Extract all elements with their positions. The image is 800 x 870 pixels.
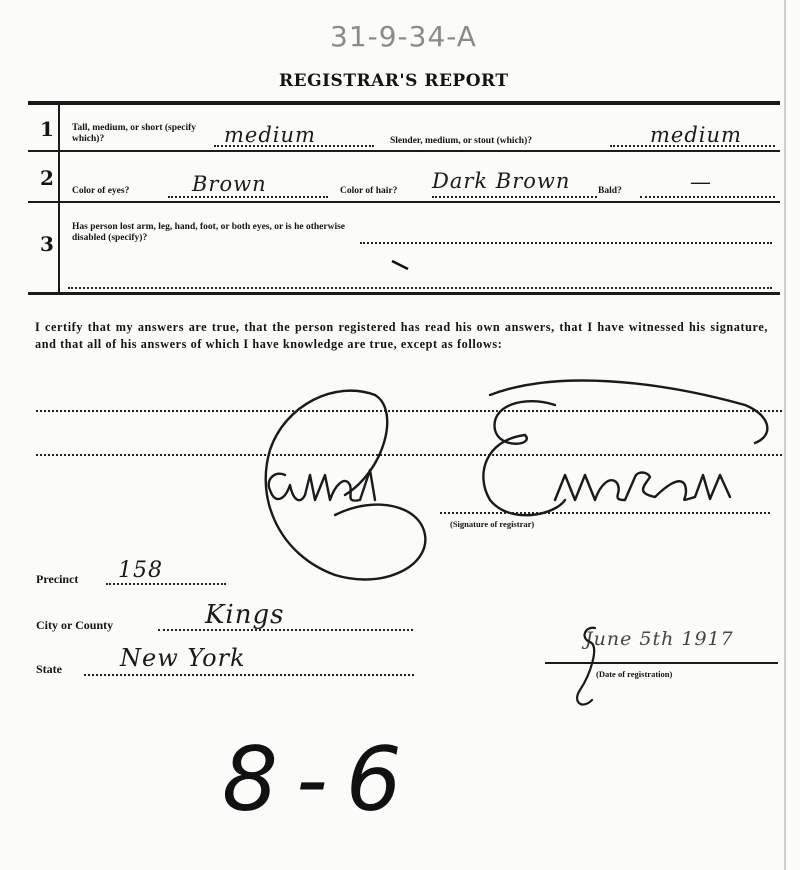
build-question: Slender, medium, or stout (which)? — [390, 136, 532, 146]
bald-line — [640, 196, 775, 198]
scan-edge — [784, 0, 786, 870]
bald-answer: — — [690, 170, 712, 194]
build-answer: medium — [650, 123, 742, 147]
state-value: New York — [120, 644, 246, 672]
pen-mark — [390, 258, 412, 272]
date-caption: (Date of registration) — [596, 669, 673, 679]
page-title: REGISTRAR'S REPORT — [279, 71, 509, 91]
state-label: State — [36, 662, 62, 676]
hair-color-answer: Dark Brown — [432, 169, 571, 193]
date-flourish — [560, 620, 620, 715]
row-number-1: 1 — [40, 117, 54, 141]
row-number-3: 3 — [40, 232, 54, 256]
bald-question: Bald? — [598, 186, 622, 196]
city-county-line — [158, 629, 413, 631]
registrar-signature — [225, 375, 785, 595]
date-line — [545, 662, 778, 664]
eye-color-question: Color of eyes? — [72, 186, 130, 196]
precinct-line — [106, 583, 226, 585]
eye-color-answer: Brown — [192, 172, 267, 196]
city-county-value: Kings — [205, 600, 285, 630]
table-top-rule — [28, 101, 780, 105]
row-number-2: 2 — [40, 166, 54, 190]
height-answer-line — [214, 145, 374, 147]
disability-line-2 — [68, 287, 772, 289]
state-line — [84, 674, 414, 676]
disability-question: Has person lost arm, leg, hand, foot, or both eyes, or is he otherwise disabled (specify)? — [72, 222, 346, 243]
signature-caption: (Signature of registrar) — [450, 519, 535, 529]
registration-date: June 5th 1917 — [585, 628, 734, 650]
table-bottom-rule — [28, 292, 780, 295]
hair-color-line — [432, 196, 597, 198]
height-question: Tall, medium, or short (specify which)? — [72, 123, 197, 144]
signature-line — [440, 512, 770, 514]
eye-color-line — [168, 196, 328, 198]
table-number-column-rule — [58, 105, 60, 295]
precinct-label: Precinct — [36, 572, 79, 586]
build-answer-line — [610, 145, 775, 147]
handwritten-notation: 8-6 — [222, 728, 420, 831]
file-stamp: 31-9-34-A — [330, 20, 477, 53]
disability-line-1 — [360, 242, 772, 244]
city-county-label: City or County — [36, 618, 114, 632]
certification-text: I certify that my answers are true, that the person registered has read his own answers, that I have witnessed his signature, and that all of his answers of which I have knowledge are true, except as follows: — [35, 320, 768, 351]
hair-color-question: Color of hair? — [340, 186, 398, 196]
precinct-value: 158 — [118, 558, 163, 583]
row-divider-1 — [28, 150, 780, 152]
row-divider-2 — [28, 201, 780, 203]
height-answer: medium — [224, 123, 316, 147]
